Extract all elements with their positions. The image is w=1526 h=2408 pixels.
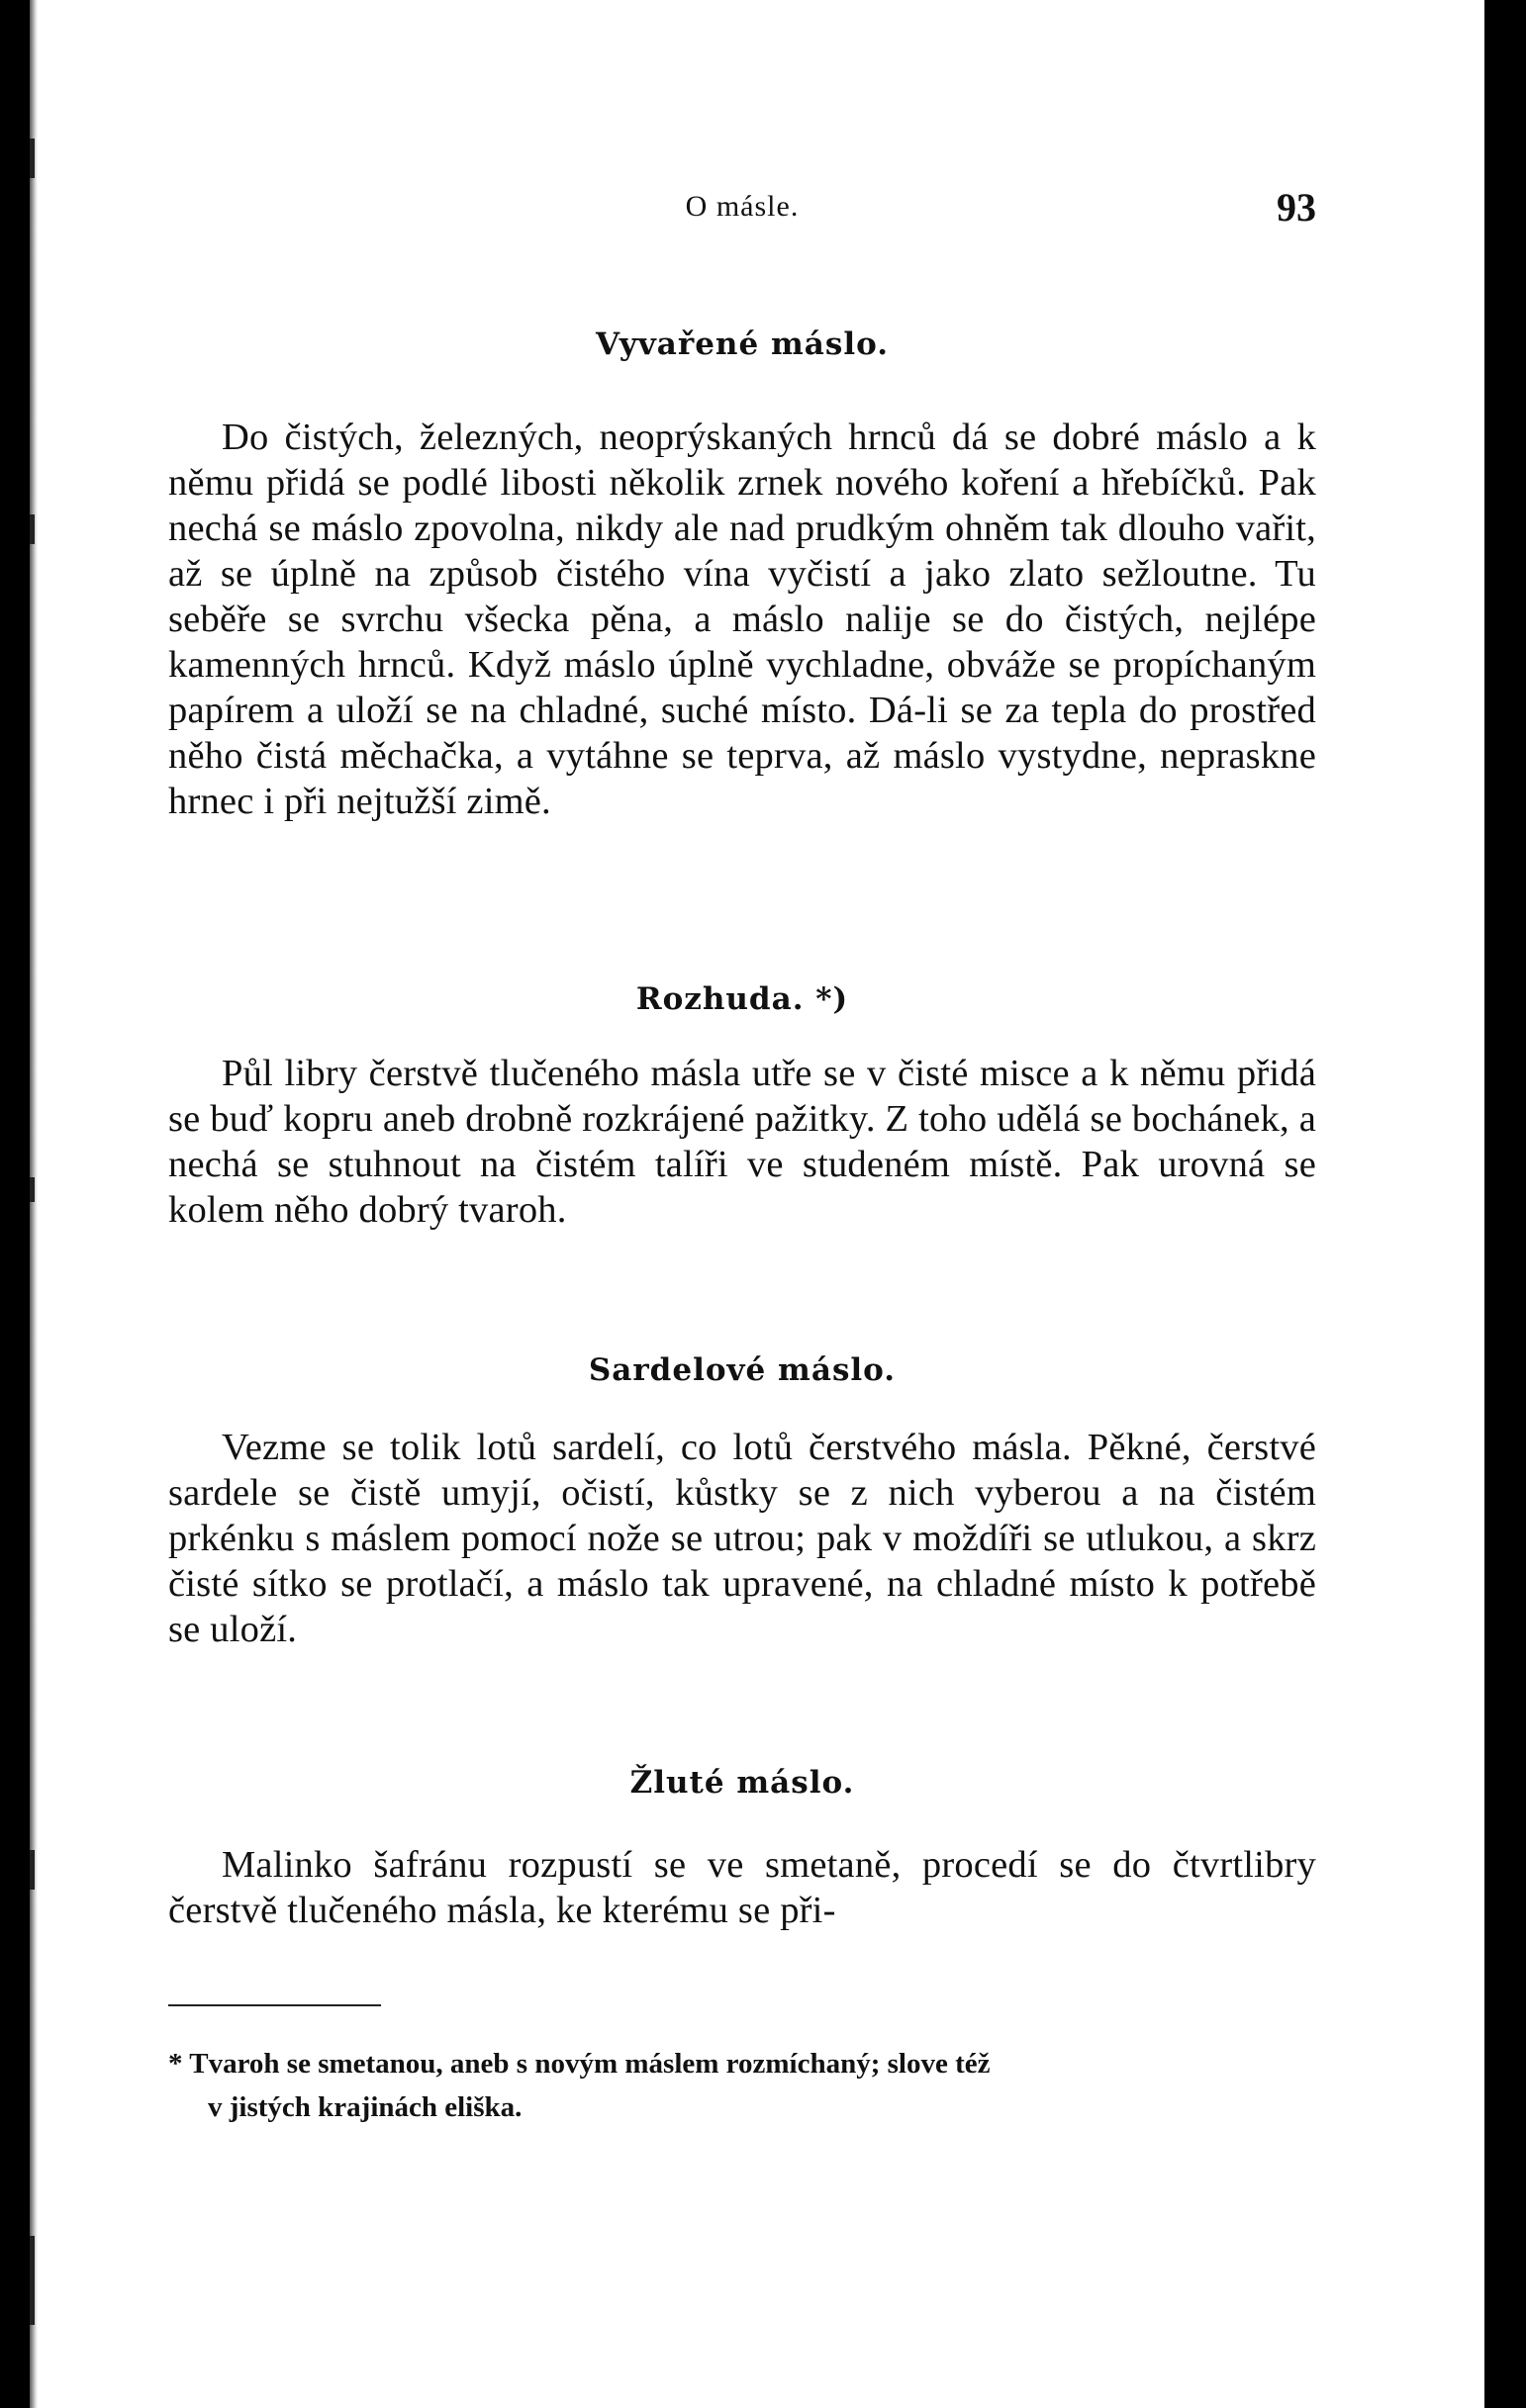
paragraph: Vezme se tolik lotů sardelí, co lotů čerstvého másla. Pěkné, čerstvé sardele se čistě umyjí, očistí, kůstky se z nich vyberou a na čistém prkénku s máslem pomocí nože se utrou; pak v moždíři se utlukou, a skrz čisté sítko se protlačí, a máslo tak upravené, na chladné místo k potřebě se uloží. (168, 1427, 1316, 1650)
binding-mark (30, 514, 35, 544)
binding-mark (30, 1850, 35, 1890)
page-number: 93 (1277, 185, 1316, 230)
running-head (168, 184, 1316, 233)
section-body (168, 415, 1316, 824)
section-heading: Vyvařené máslo. (595, 326, 890, 362)
running-title: O másle. (685, 190, 800, 223)
binding-mark (30, 2236, 35, 2325)
section-body (168, 1425, 1316, 1652)
section-heading: Žluté máslo. (629, 1765, 855, 1801)
section-body (168, 1051, 1316, 1233)
footnote-line: v jistých krajinách eliška. (208, 2091, 523, 2123)
footnote-rule (168, 2004, 381, 2006)
section-heading: Sardelové máslo. (588, 1352, 897, 1388)
footnote (168, 2042, 1287, 2129)
binding-mark (30, 139, 35, 178)
book-page (30, 0, 1484, 2408)
footnote-line: * Tvaroh se smetanou, aneb s novým máslem rozmíchaný; slove též (168, 2048, 991, 2080)
section-body (168, 1842, 1316, 1933)
binding-edge (30, 0, 38, 2408)
binding-mark (30, 1177, 35, 1202)
paragraph: Do čistých, železných, neoprýskaných hrnců dá se dobré máslo a k němu přidá se podlé libosti několik zrnek nového koření a hřebíčků. Pak nechá se máslo zpovolna, nikdy ale nad prudkým ohněm tak dlouho vařit, až se úplně na způsob čistého vína vyčistí a jako zlato sežloutne. Tu seběře se svrchu všecka pěna, a máslo nalije se do čistých, nejlépe kamenných hrnců. Když máslo úplně vychladne, obváže se propíchaným papírem a uloží se na chladné, suché místo. Dá-li se za tepla do prostřed něho čistá měchačka, a vytáhne se teprva, až máslo vystydne, nepraskne hrnec i při nejtužší zimě. (168, 417, 1316, 822)
paragraph: Malinko šafránu rozpustí se ve smetaně, procedí se do čtvrtlibry čerstvě tlučeného másla, ke kterému se při- (168, 1844, 1316, 1931)
paragraph: Půl libry čerstvě tlučeného másla utře se v čisté misce a k němu přidá se buď kopru aneb drobně rozkrájené pažitky. Z toho udělá se bochánek, a nechá se stuhnout na čistém talíři ve studeném místě. Pak urovná se kolem něho dobrý tvaroh. (168, 1053, 1316, 1231)
section-heading: Rozhuda. *) (635, 981, 849, 1017)
